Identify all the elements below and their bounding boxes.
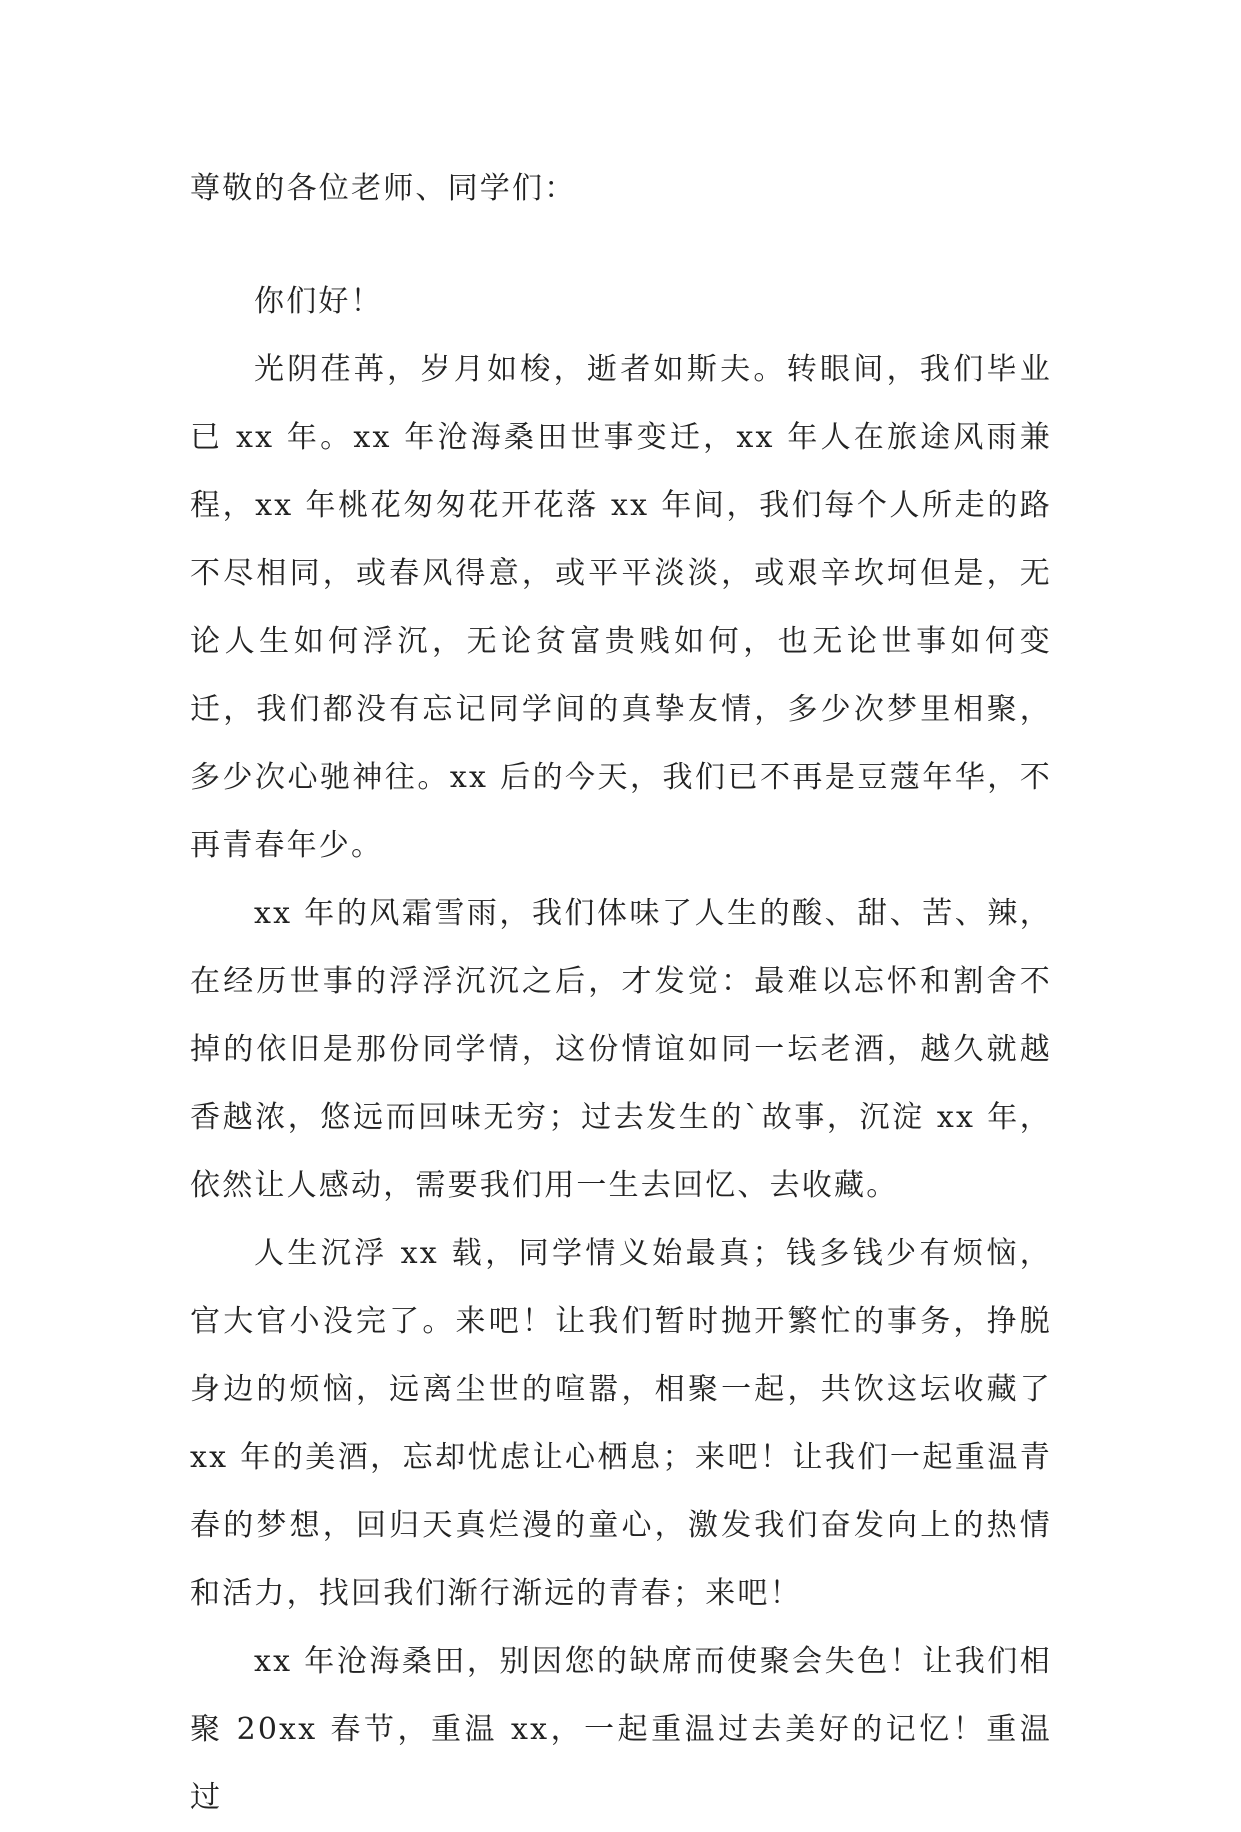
paragraph: 人生沉浮 xx 载，同学情义始最真；钱多钱少有烦恼，官大官小没完了。来吧！让我们暂时抛开繁忙的事务，挣脱身边的烦恼，远离尘世的喧嚣，相聚一起，共饮这坛收藏了 xx 年的美酒，忘却忧虑让心栖息；来吧！让我们一起重温青春的梦想，回归天真烂漫的童心，激发我们奋发向上的热情和活力，找回我们渐行渐远的青春；来吧！ — [190, 1236, 1052, 1611]
letter-body — [190, 268, 1052, 1832]
paragraph-greeting: 你们好！ — [254, 284, 383, 319]
paragraph: xx 年的风霜雪雨，我们体味了人生的酸、甜、苦、辣，在经历世事的浮浮沉沉之后，才发觉：最难以忘怀和割舍不掉的依旧是那份同学情，这份情谊如同一坛老酒，越久就越香越浓，悠远而回味无穷；过去发生的`故事，沉淀 xx 年，依然让人感动，需要我们用一生去回忆、去收藏。 — [190, 896, 1052, 1203]
paragraph: xx 年沧海桑田，别因您的缺席而使聚会失色！让我们相聚 20xx 春节，重温 xx，一起重温过去美好的记忆！重温过 — [190, 1644, 1052, 1815]
salutation: 尊敬的各位老师、同学们： — [190, 171, 577, 206]
paragraph: 光阴荏苒，岁月如梭，逝者如斯夫。转眼间，我们毕业已 xx 年。xx 年沧海桑田世事变迁，xx 年人在旅途风雨兼程，xx 年桃花匆匆花开花落 xx 年间，我们每个人所走的路不尽相同，或春风得意，或平平淡淡，或艰辛坎坷但是，无论人生如何浮沉，无论贫富贵贱如何，也无论世事如何变迁，我们都没有忘记同学间的真挚友情，多少次梦里相聚，多少次心驰神往。xx 后的今天，我们已不再是豆蔻年华，不再青春年少。 — [190, 352, 1052, 863]
